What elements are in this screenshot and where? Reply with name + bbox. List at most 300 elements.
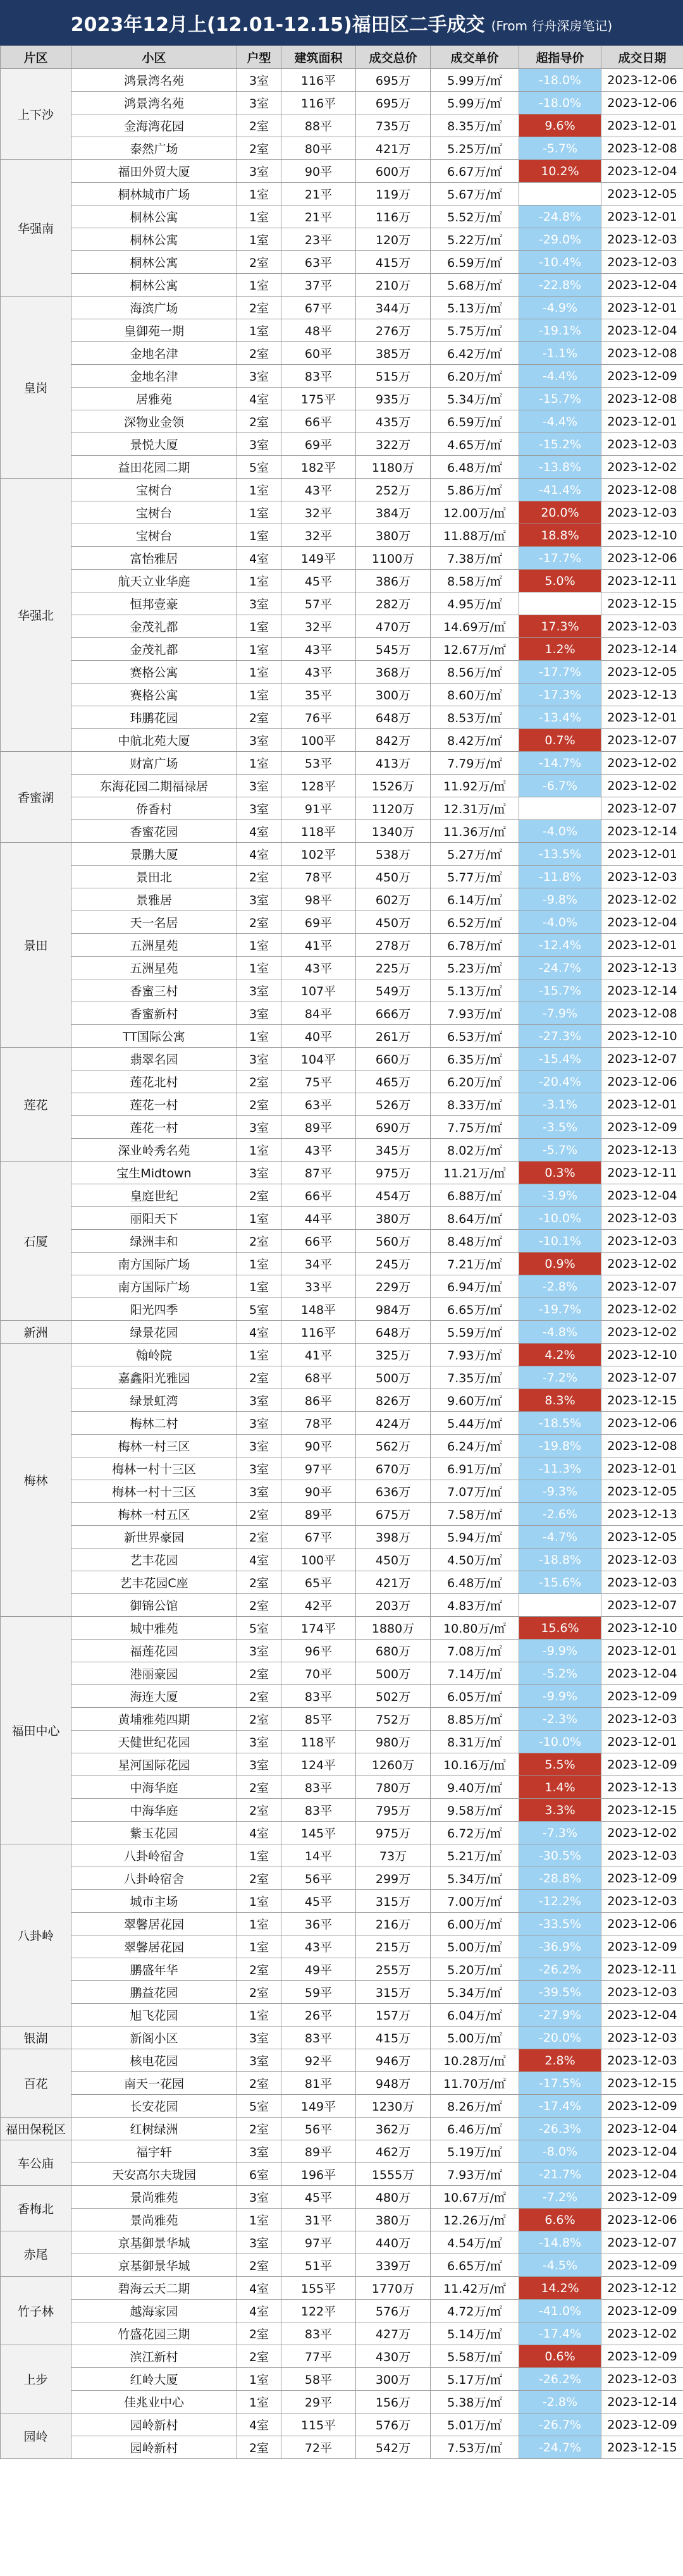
premium-cell: 2.8% [519, 2049, 601, 2072]
layout-cell: 1室 [237, 1344, 281, 1366]
unit-price-cell: 5.58万/㎡ [431, 2345, 519, 2368]
total-price-cell: 1526万 [356, 775, 431, 797]
table-row [1, 1594, 683, 1617]
unit-price-cell: 5.34万/㎡ [431, 1981, 519, 2004]
premium-cell: -39.5% [519, 1981, 601, 2004]
premium-cell: -26.2% [519, 1958, 601, 1981]
area-cell: 96平 [281, 1640, 356, 1662]
unit-price-cell: 5.22万/㎡ [431, 228, 519, 251]
date-cell: 2023-12-03 [601, 228, 683, 251]
layout-cell: 2室 [237, 1981, 281, 2004]
unit-price-cell: 5.44万/㎡ [431, 1412, 519, 1435]
total-price-cell: 413万 [356, 752, 431, 775]
community-cell: 鹏益花园 [71, 1981, 237, 2004]
layout-cell: 2室 [237, 911, 281, 934]
unit-price-cell: 5.59万/㎡ [431, 1321, 519, 1344]
total-price-cell: 427万 [356, 2322, 431, 2345]
area-cell: 145平 [281, 1822, 356, 1844]
premium-cell: -7.9% [519, 1002, 601, 1025]
unit-price-cell: 7.00万/㎡ [431, 1890, 519, 1913]
date-cell: 2023-12-07 [601, 1048, 683, 1070]
layout-cell: 5室 [237, 1298, 281, 1321]
layout-cell: 2室 [237, 1184, 281, 1207]
area-cell: 69平 [281, 911, 356, 934]
unit-price-cell: 12.26万/㎡ [431, 2209, 519, 2231]
unit-price-cell: 6.35万/㎡ [431, 1048, 519, 1070]
layout-cell: 1室 [237, 205, 281, 228]
layout-cell: 5室 [237, 456, 281, 479]
header-total-price: 成交总价 [356, 46, 431, 69]
unit-price-cell: 10.67万/㎡ [431, 2186, 519, 2209]
area-cell: 97平 [281, 1457, 356, 1480]
community-cell: 桐林公寓 [71, 251, 237, 274]
unit-price-cell: 6.88万/㎡ [431, 1184, 519, 1207]
total-price-cell: 339万 [356, 2254, 431, 2277]
table-row [1, 661, 683, 684]
table-row [1, 1457, 683, 1480]
unit-price-cell: 6.48万/㎡ [431, 1571, 519, 1594]
area-cell: 70平 [281, 1662, 356, 1685]
layout-cell: 3室 [237, 2049, 281, 2072]
total-price-cell: 216万 [356, 1913, 431, 1935]
table-row [1, 228, 683, 251]
premium-cell: -6.7% [519, 775, 601, 797]
total-price-cell: 229万 [356, 1275, 431, 1298]
area-cell: 66平 [281, 410, 356, 433]
table-row [1, 1366, 683, 1389]
layout-cell: 3室 [237, 365, 281, 388]
table-row [1, 1389, 683, 1412]
unit-price-cell: 5.14万/㎡ [431, 2322, 519, 2345]
premium-cell: -3.9% [519, 1184, 601, 1207]
table-row [1, 1070, 683, 1093]
premium-cell: -15.7% [519, 979, 601, 1002]
premium-cell: 4.2% [519, 1344, 601, 1366]
unit-price-cell: 8.48万/㎡ [431, 1230, 519, 1253]
premium-cell [519, 1594, 601, 1617]
total-price-cell: 345万 [356, 1139, 431, 1162]
unit-price-cell: 7.79万/㎡ [431, 752, 519, 775]
total-price-cell: 545万 [356, 638, 431, 661]
layout-cell: 2室 [237, 2436, 281, 2459]
area-cell: 122平 [281, 2300, 356, 2322]
area-cell: 83平 [281, 2322, 356, 2345]
premium-cell: -14.8% [519, 2231, 601, 2254]
date-cell: 2023-12-01 [601, 410, 683, 433]
date-cell: 2023-12-03 [601, 433, 683, 456]
layout-cell: 3室 [237, 797, 281, 820]
unit-price-cell: 7.08万/㎡ [431, 1640, 519, 1662]
date-cell: 2023-12-05 [601, 661, 683, 684]
date-cell: 2023-12-03 [601, 501, 683, 524]
layout-cell: 3室 [237, 92, 281, 114]
layout-cell: 1室 [237, 615, 281, 638]
area-cell: 37平 [281, 274, 356, 297]
area-cell: 34平 [281, 1253, 356, 1275]
premium-cell: -4.4% [519, 410, 601, 433]
layout-cell: 1室 [237, 752, 281, 775]
unit-price-cell: 6.20万/㎡ [431, 365, 519, 388]
premium-cell: -8.0% [519, 2140, 601, 2163]
date-cell: 2023-12-03 [601, 2027, 683, 2049]
premium-cell: -28.8% [519, 1867, 601, 1890]
total-price-cell: 576万 [356, 2413, 431, 2436]
premium-cell: -21.7% [519, 2163, 601, 2186]
district-cell: 新洲 [1, 1321, 71, 1344]
unit-price-cell: 7.93万/㎡ [431, 2163, 519, 2186]
area-cell: 118平 [281, 1731, 356, 1753]
layout-cell: 1室 [237, 1253, 281, 1275]
table-row [1, 2254, 683, 2277]
layout-cell: 3室 [237, 1162, 281, 1184]
unit-price-cell: 6.72万/㎡ [431, 1822, 519, 1844]
area-cell: 45平 [281, 2186, 356, 2209]
layout-cell: 2室 [237, 410, 281, 433]
layout-cell: 1室 [237, 1890, 281, 1913]
unit-price-cell: 12.67万/㎡ [431, 638, 519, 661]
premium-cell: 8.3% [519, 1389, 601, 1412]
total-price-cell: 156万 [356, 2391, 431, 2413]
table-row [1, 729, 683, 752]
table-row [1, 2027, 683, 2049]
community-cell: 京基御景华城 [71, 2231, 237, 2254]
area-cell: 66平 [281, 1230, 356, 1253]
date-cell: 2023-12-07 [601, 2231, 683, 2254]
table-row [1, 2277, 683, 2300]
header-district: 片区 [1, 46, 71, 69]
area-cell: 196平 [281, 2163, 356, 2186]
district-cell: 华强南 [1, 160, 71, 297]
community-cell: 景雅居 [71, 888, 237, 911]
date-cell: 2023-12-13 [601, 684, 683, 706]
unit-price-cell: 6.52万/㎡ [431, 911, 519, 934]
unit-price-cell: 5.75万/㎡ [431, 319, 519, 342]
unit-price-cell: 5.38万/㎡ [431, 2391, 519, 2413]
table-row [1, 410, 683, 433]
community-cell: 京基御景华城 [71, 2254, 237, 2277]
table-row [1, 820, 683, 843]
premium-cell: 10.2% [519, 160, 601, 183]
date-cell: 2023-12-02 [601, 1298, 683, 1321]
premium-cell: -26.3% [519, 2118, 601, 2140]
date-cell: 2023-12-15 [601, 2072, 683, 2095]
premium-cell: 20.0% [519, 501, 601, 524]
layout-cell: 1室 [237, 661, 281, 684]
premium-cell: -13.8% [519, 456, 601, 479]
premium-cell: -26.7% [519, 2413, 601, 2436]
table-row [1, 1913, 683, 1935]
unit-price-cell: 6.04万/㎡ [431, 2004, 519, 2027]
premium-cell: -13.4% [519, 706, 601, 729]
premium-cell: -24.7% [519, 2436, 601, 2459]
table-row [1, 1139, 683, 1162]
layout-cell: 2室 [237, 1526, 281, 1549]
community-cell: 桐林公寓 [71, 205, 237, 228]
table-row [1, 2368, 683, 2391]
unit-price-cell: 11.88万/㎡ [431, 524, 519, 547]
area-cell: 148平 [281, 1298, 356, 1321]
date-cell: 2023-12-08 [601, 342, 683, 365]
table-row [1, 2072, 683, 2095]
date-cell: 2023-12-09 [601, 2186, 683, 2209]
premium-cell: -1.1% [519, 342, 601, 365]
premium-cell: 9.6% [519, 114, 601, 137]
date-cell: 2023-12-01 [601, 706, 683, 729]
layout-cell: 1室 [237, 1935, 281, 1958]
community-cell: 碧海云天二期 [71, 2277, 237, 2300]
total-price-cell: 120万 [356, 228, 431, 251]
table-row [1, 2391, 683, 2413]
layout-cell: 2室 [237, 866, 281, 888]
date-cell: 2023-12-15 [601, 592, 683, 615]
date-cell: 2023-12-11 [601, 1162, 683, 1184]
layout-cell: 4室 [237, 1321, 281, 1344]
total-price-cell: 975万 [356, 1822, 431, 1844]
table-row [1, 2322, 683, 2345]
total-price-cell: 210万 [356, 274, 431, 297]
date-cell: 2023-12-01 [601, 1457, 683, 1480]
date-cell: 2023-12-01 [601, 1093, 683, 1116]
unit-price-cell: 5.52万/㎡ [431, 205, 519, 228]
community-cell: 梅林一村三区 [71, 1435, 237, 1457]
community-cell: 深物业金领 [71, 410, 237, 433]
layout-cell: 2室 [237, 1708, 281, 1731]
layout-cell: 1室 [237, 684, 281, 706]
date-cell: 2023-12-07 [601, 1594, 683, 1617]
table-row [1, 1526, 683, 1549]
table-row [1, 752, 683, 775]
table-row [1, 1048, 683, 1070]
area-cell: 63平 [281, 1093, 356, 1116]
layout-cell: 3室 [237, 1480, 281, 1503]
community-cell: 香蜜三村 [71, 979, 237, 1002]
total-price-cell: 1260万 [356, 1753, 431, 1776]
premium-cell: -5.7% [519, 1139, 601, 1162]
unit-price-cell: 5.34万/㎡ [431, 1867, 519, 1890]
unit-price-cell: 6.24万/㎡ [431, 1435, 519, 1457]
community-cell: 五洲星苑 [71, 934, 237, 957]
total-price-cell: 300万 [356, 684, 431, 706]
table-row [1, 911, 683, 934]
community-cell: 鸿景湾名苑 [71, 69, 237, 92]
table-row [1, 1002, 683, 1025]
community-cell: 黄埔雅苑四期 [71, 1708, 237, 1731]
area-cell: 35平 [281, 684, 356, 706]
district-cell: 银湖 [1, 2027, 71, 2049]
table-row [1, 1435, 683, 1457]
district-cell: 景田 [1, 843, 71, 1048]
table-row [1, 524, 683, 547]
date-cell: 2023-12-01 [601, 297, 683, 319]
unit-price-cell: 8.35万/㎡ [431, 114, 519, 137]
premium-cell: -36.9% [519, 1935, 601, 1958]
premium-cell: -4.8% [519, 1321, 601, 1344]
total-price-cell: 690万 [356, 1116, 431, 1139]
table-row [1, 365, 683, 388]
district-cell: 香蜜湖 [1, 752, 71, 843]
date-cell: 2023-12-15 [601, 1799, 683, 1822]
unit-price-cell: 5.19万/㎡ [431, 2140, 519, 2163]
area-cell: 32平 [281, 615, 356, 638]
area-cell: 48平 [281, 319, 356, 342]
area-cell: 41平 [281, 934, 356, 957]
area-cell: 115平 [281, 2413, 356, 2436]
area-cell: 63平 [281, 251, 356, 274]
table-row [1, 684, 683, 706]
total-price-cell: 542万 [356, 2436, 431, 2459]
area-cell: 43平 [281, 957, 356, 979]
community-cell: 航天立业华庭 [71, 570, 237, 592]
table-row [1, 1116, 683, 1139]
layout-cell: 4室 [237, 547, 281, 570]
unit-price-cell: 6.42万/㎡ [431, 342, 519, 365]
table-row [1, 797, 683, 820]
table-row [1, 1662, 683, 1685]
premium-cell: -26.2% [519, 2368, 601, 2391]
table-row [1, 274, 683, 297]
area-cell: 43平 [281, 1935, 356, 1958]
total-price-cell: 203万 [356, 1594, 431, 1617]
unit-price-cell: 8.85万/㎡ [431, 1708, 519, 1731]
community-cell: 梅林一村五区 [71, 1503, 237, 1526]
total-price-cell: 225万 [356, 957, 431, 979]
unit-price-cell: 11.42万/㎡ [431, 2277, 519, 2300]
table-row [1, 706, 683, 729]
total-price-cell: 465万 [356, 1070, 431, 1093]
date-cell: 2023-12-09 [601, 2413, 683, 2436]
total-price-cell: 299万 [356, 1867, 431, 1890]
layout-cell: 1室 [237, 524, 281, 547]
community-cell: 赛格公寓 [71, 661, 237, 684]
area-cell: 56平 [281, 2118, 356, 2140]
table-row [1, 92, 683, 114]
area-cell: 57平 [281, 592, 356, 615]
table-row [1, 638, 683, 661]
community-cell: 海滨广场 [71, 297, 237, 319]
unit-price-cell: 5.01万/㎡ [431, 2413, 519, 2436]
table-row [1, 1412, 683, 1435]
total-price-cell: 680万 [356, 1640, 431, 1662]
unit-price-cell: 5.00万/㎡ [431, 2027, 519, 2049]
layout-cell: 2室 [237, 1230, 281, 1253]
total-price-cell: 1880万 [356, 1617, 431, 1640]
table-row [1, 957, 683, 979]
total-price-cell: 386万 [356, 570, 431, 592]
date-cell: 2023-12-03 [601, 1708, 683, 1731]
date-cell: 2023-12-04 [601, 319, 683, 342]
table-row [1, 160, 683, 183]
community-cell: 天安高尔夫珑园 [71, 2163, 237, 2186]
table-row [1, 1184, 683, 1207]
table-row [1, 2049, 683, 2072]
community-cell: 宝树台 [71, 501, 237, 524]
premium-cell: -2.8% [519, 1275, 601, 1298]
date-cell: 2023-12-04 [601, 1184, 683, 1207]
date-cell: 2023-12-01 [601, 205, 683, 228]
page-title: 2023年12月上(12.01-12.15)福田区二手成交 [70, 14, 485, 36]
community-cell: 景尚雅苑 [71, 2209, 237, 2231]
layout-cell: 3室 [237, 69, 281, 92]
table-row [1, 114, 683, 137]
district-cell: 华强北 [1, 479, 71, 752]
premium-cell: -41.0% [519, 2300, 601, 2322]
premium-cell: -3.1% [519, 1093, 601, 1116]
table-row [1, 1571, 683, 1594]
area-cell: 97平 [281, 2231, 356, 2254]
table-row [1, 2436, 683, 2459]
premium-cell: -24.8% [519, 205, 601, 228]
premium-cell: -9.8% [519, 888, 601, 911]
community-cell: 越海家园 [71, 2300, 237, 2322]
community-cell: 翰岭院 [71, 1344, 237, 1366]
community-cell: 宝树台 [71, 479, 237, 501]
table-row [1, 2300, 683, 2322]
total-price-cell: 500万 [356, 1662, 431, 1685]
unit-price-cell: 5.13万/㎡ [431, 297, 519, 319]
total-price-cell: 380万 [356, 1207, 431, 1230]
area-cell: 124平 [281, 1753, 356, 1776]
table-row [1, 843, 683, 866]
premium-cell: -30.5% [519, 1844, 601, 1867]
area-cell: 88平 [281, 114, 356, 137]
date-cell: 2023-12-12 [601, 2277, 683, 2300]
table-row [1, 319, 683, 342]
layout-cell: 4室 [237, 1549, 281, 1571]
community-cell: 长安花园 [71, 2095, 237, 2118]
unit-price-cell: 12.00万/㎡ [431, 501, 519, 524]
layout-cell: 3室 [237, 1116, 281, 1139]
layout-cell: 1室 [237, 1275, 281, 1298]
area-cell: 68平 [281, 1366, 356, 1389]
community-cell: 艺丰花园 [71, 1549, 237, 1571]
layout-cell: 3室 [237, 729, 281, 752]
community-cell: 南天一花园 [71, 2072, 237, 2095]
layout-cell: 3室 [237, 1435, 281, 1457]
total-price-cell: 670万 [356, 1457, 431, 1480]
layout-cell: 3室 [237, 1753, 281, 1776]
date-cell: 2023-12-09 [601, 2345, 683, 2368]
premium-cell [519, 183, 601, 205]
area-cell: 92平 [281, 2049, 356, 2072]
unit-price-cell: 6.91万/㎡ [431, 1457, 519, 1480]
layout-cell: 1室 [237, 2209, 281, 2231]
community-cell: 中海华庭 [71, 1799, 237, 1822]
date-cell: 2023-12-10 [601, 1025, 683, 1048]
total-price-cell: 245万 [356, 1253, 431, 1275]
community-cell: 新世界豪园 [71, 1526, 237, 1549]
layout-cell: 3室 [237, 888, 281, 911]
unit-price-cell: 5.17万/㎡ [431, 2368, 519, 2391]
premium-cell: -11.8% [519, 866, 601, 888]
community-cell: 福田外贸大厦 [71, 160, 237, 183]
total-price-cell: 362万 [356, 2118, 431, 2140]
total-price-cell: 255万 [356, 1958, 431, 1981]
date-cell: 2023-12-03 [601, 1549, 683, 1571]
community-cell: 中航北苑大厦 [71, 729, 237, 752]
premium-cell: 0.6% [519, 2345, 601, 2368]
layout-cell: 4室 [237, 2300, 281, 2322]
area-cell: 56平 [281, 1867, 356, 1890]
layout-cell: 2室 [237, 1070, 281, 1093]
unit-price-cell: 7.21万/㎡ [431, 1253, 519, 1275]
total-price-cell: 470万 [356, 615, 431, 638]
district-cell: 八卦岭 [1, 1844, 71, 2027]
table-row [1, 888, 683, 911]
title-banner [0, 0, 683, 46]
area-cell: 23平 [281, 228, 356, 251]
total-price-cell: 462万 [356, 2140, 431, 2163]
date-cell: 2023-12-06 [601, 69, 683, 92]
